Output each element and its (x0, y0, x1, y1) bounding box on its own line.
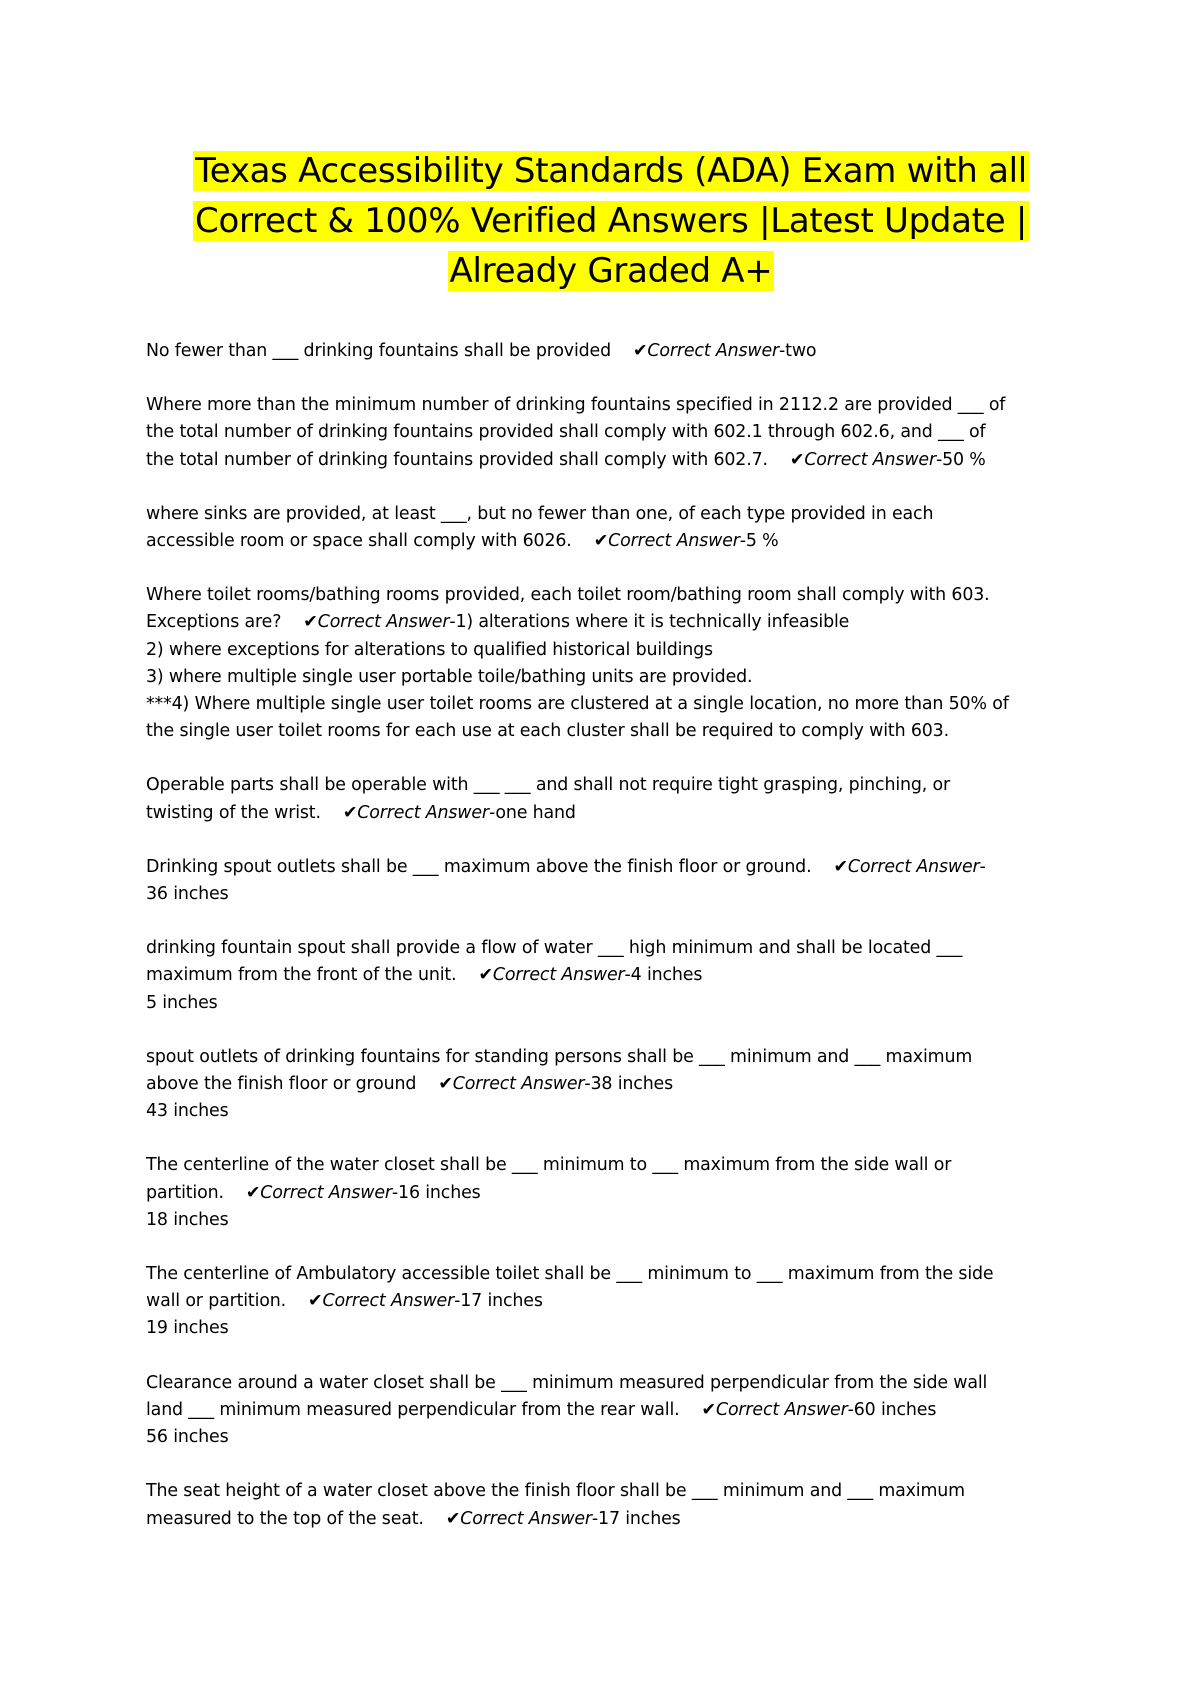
answer-text: -16 inches 18 inches (146, 1182, 481, 1230)
checkmark-icon: ✔ (833, 856, 848, 877)
checkmark-icon: ✔ (445, 1508, 461, 1529)
answer-text: -1) alterations where it is technically infeasible 2) where exceptions for alterations to qualified historical buildings 3) where multiple single user portable toile/bathing units are provided. ***4) Where multiple single user toilet rooms are clustered at a single location, no more than 50% of the single user toilet rooms for each use at each cluster shall be required to comply with 603. (146, 612, 1009, 742)
qa-item (146, 392, 1076, 474)
answer-text: -17 inches (591, 1508, 681, 1529)
qa-item (146, 1370, 1076, 1452)
qa-item (146, 1044, 1076, 1126)
checkmark-icon: ✔ (342, 802, 358, 823)
answer-text: -17 inches 19 inches (146, 1291, 543, 1339)
answer-text: -4 inches 5 inches (146, 965, 703, 1013)
qa-item (146, 1478, 1076, 1532)
answer-label: Correct Answer (460, 1508, 592, 1529)
document-page (146, 146, 1076, 1560)
question-text: drinking fountain spout shall provide a flow of water ___ high minimum and shall be located ___ maximum from the front of the unit. (146, 938, 963, 986)
qa-item (146, 935, 1076, 1017)
answer-label: Correct Answer (357, 802, 489, 823)
answer-text: -38 inches 43 inches (146, 1074, 674, 1122)
answer-label: Correct Answer (847, 856, 980, 877)
document-title (146, 146, 1076, 296)
qa-item (146, 1152, 1076, 1234)
checkmark-icon: ✔ (308, 1291, 323, 1312)
answer-label: Correct Answer (608, 531, 740, 552)
question-text: The seat height of a water closet above the finish floor shall be ___ minimum and ___ maximum measured to the top of the seat. (146, 1481, 965, 1529)
qa-item (146, 854, 1076, 908)
qa-list (146, 338, 1076, 1533)
answer-text: -one hand (488, 802, 576, 823)
question-text: Where toilet rooms/bathing rooms provided, each toilet room/bathing room shall comply with 603. Exceptions are? (146, 585, 990, 633)
checkmark-icon: ✔ (789, 449, 805, 470)
answer-label: Correct Answer (452, 1074, 585, 1095)
qa-item (146, 772, 1076, 826)
question-text: The centerline of the water closet shall be ___ minimum to ___ maximum from the side wall or partition. (146, 1155, 952, 1203)
checkmark-icon: ✔ (438, 1074, 453, 1095)
answer-label: Correct Answer (715, 1399, 848, 1420)
checkmark-icon: ✔ (701, 1399, 716, 1420)
answer-text: -5 % (739, 531, 779, 552)
answer-label: Correct Answer (804, 449, 936, 470)
question-text: No fewer than ___ drinking fountains shall be provided (146, 341, 611, 361)
answer-label: Correct Answer (260, 1182, 392, 1203)
answer-text: -two (779, 341, 817, 361)
question-text: Clearance around a water closet shall be ___ minimum measured perpendicular from the side wall land ___ minimum measured perpendicular from the rear wall. (146, 1372, 988, 1420)
question-text: Drinking spout outlets shall be ___ maximum above the finish floor or ground. (146, 856, 812, 877)
answer-text: -50 % (935, 449, 986, 470)
question-text: The centerline of Ambulatory accessible toilet shall be ___ minimum to ___ maximum from the side wall or partition. (146, 1264, 994, 1312)
qa-item (146, 338, 1076, 365)
title-line: Already Graded A+ (449, 251, 773, 291)
title-line: Texas Accessibility Standards (ADA) Exam with all (195, 151, 1027, 191)
checkmark-icon: ✔ (245, 1182, 261, 1203)
question-text: where sinks are provided, at least ___, but no fewer than one, of each type provided in each accessible room or space shall comply with 6026. (146, 503, 934, 552)
answer-label: Correct Answer (492, 965, 625, 986)
question-text: Operable parts shall be operable with ___ ___ and shall not require tight grasping, pinching, or twisting of the wrist. (146, 775, 951, 823)
checkmark-icon: ✔ (593, 531, 609, 552)
answer-label: Correct Answer (322, 1291, 455, 1312)
answer-text: - 36 inches (146, 856, 986, 905)
question-text: spout outlets of drinking fountains for standing persons shall be ___ minimum and ___ maximum above the finish floor or ground (146, 1046, 973, 1095)
question-text: Where more than the minimum number of drinking fountains specified in 2112.2 are provided ___ of the total number of drinking fountains provided shall comply with 602.1 through 602.6, and ___ of the total number of drinking fountains provided shall comply with 602.7. (146, 395, 1006, 470)
qa-item (146, 1261, 1076, 1343)
answer-label: Correct Answer (317, 612, 450, 633)
qa-item (146, 582, 1076, 745)
answer-text: -60 inches 56 inches (146, 1399, 937, 1448)
checkmark-icon: ✔ (303, 612, 318, 633)
checkmark-icon: ✔ (632, 341, 648, 361)
answer-label: Correct Answer (647, 341, 780, 361)
checkmark-icon: ✔ (478, 965, 493, 986)
qa-item (146, 501, 1076, 555)
title-line: Correct & 100% Verified Answers |Latest Update | (195, 201, 1027, 241)
